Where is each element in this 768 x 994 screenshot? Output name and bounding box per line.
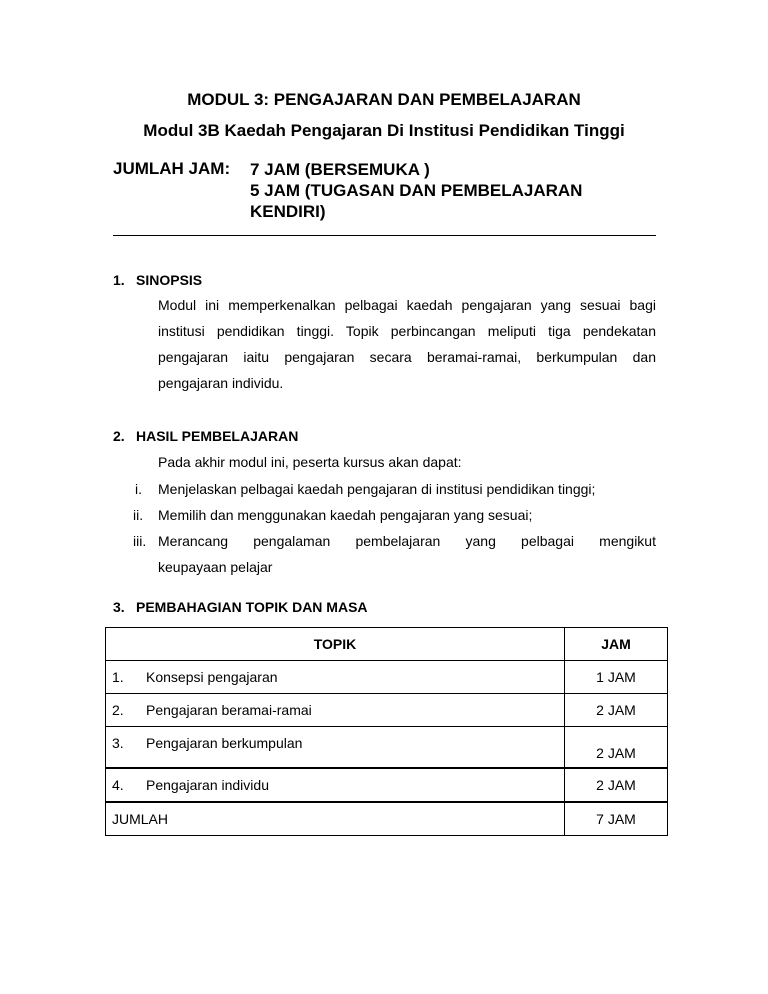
- section-number: 1.: [113, 272, 125, 288]
- section-title: SINOPSIS: [136, 272, 203, 288]
- table-row: [106, 727, 668, 769]
- list-text: Merancang pengalaman pembelajaran yang pelbagai mengikut: [158, 533, 656, 549]
- topik-table: [105, 627, 668, 836]
- topik-cell: [106, 694, 565, 727]
- table-row: [106, 694, 668, 727]
- list-text: Memilih dan menggunakan kaedah pengajaran yang sesuai;: [158, 507, 533, 523]
- list-text-continued: keupayaan pelajar: [158, 559, 273, 575]
- jumlah-jam-kendiri: 5 JAM (TUGASAN DAN PEMBELAJARAN KENDIRI): [250, 181, 583, 221]
- list-roman: i.: [135, 481, 142, 497]
- table-row: [106, 661, 668, 694]
- jumlah-jam-label: JUMLAH JAM:: [113, 159, 231, 178]
- header-divider: [113, 235, 656, 236]
- row-number: 3.: [112, 735, 124, 751]
- topik-name: Pengajaran individu: [146, 777, 269, 793]
- topik-cell: [106, 768, 565, 802]
- topik-cell: [106, 727, 565, 769]
- list-roman: iii.: [133, 533, 147, 549]
- topik-name: Konsepsi pengajaran: [146, 669, 278, 685]
- list-text: Menjelaskan pelbagai kaedah pengajaran di institusi pendidikan tinggi;: [158, 481, 596, 497]
- table-total-row: [106, 802, 668, 836]
- sinopsis-paragraph: Modul ini memperkenalkan pelbagai kaedah pengajaran yang sesuai bagi institusi pendidikan tinggi. Topik perbincangan meliputi tiga pendekatan pengajaran iaitu pengajaran secara beramai-ramai, berkumpulan dan pengajaran individu.: [158, 297, 656, 391]
- row-number: 4.: [112, 777, 124, 793]
- table-row: [106, 768, 668, 802]
- section-title: HASIL PEMBELAJARAN: [136, 428, 299, 444]
- table-header-row: [106, 628, 668, 661]
- jam-cell: 1 JAM: [565, 661, 668, 694]
- header-topik: TOPIK: [106, 628, 565, 661]
- topik-name: Pengajaran berkumpulan: [146, 735, 303, 751]
- jam-cell: 2 JAM: [565, 768, 668, 802]
- jam-cell: 2 JAM: [565, 727, 668, 769]
- jam-cell: 2 JAM: [565, 694, 668, 727]
- row-number: 2.: [112, 702, 124, 718]
- hasil-intro: Pada akhir modul ini, peserta kursus akan dapat:: [158, 454, 462, 470]
- jumlah-jam-values: [250, 159, 630, 222]
- list-roman: ii.: [133, 507, 144, 523]
- total-label: JUMLAH: [106, 802, 565, 836]
- section-hasil-heading: [113, 428, 298, 444]
- section-number: 2.: [113, 428, 125, 444]
- module-subtitle: Modul 3B Kaedah Pengajaran Di Institusi Pendidikan Tinggi: [143, 121, 625, 140]
- topik-name: Pengajaran beramai-ramai: [146, 702, 312, 718]
- section-number: 3.: [113, 599, 125, 615]
- row-number: 1.: [112, 669, 124, 685]
- header-jam: JAM: [565, 628, 668, 661]
- section-pembahagian-heading: [113, 599, 368, 615]
- section-title: PEMBAHAGIAN TOPIK DAN MASA: [136, 599, 368, 615]
- module-title: MODUL 3: PENGAJARAN DAN PEMBELAJARAN: [187, 90, 581, 109]
- topik-cell: [106, 661, 565, 694]
- section-sinopsis-heading: [113, 272, 202, 288]
- jumlah-jam-bersemuka: 7 JAM (BERSEMUKA ): [250, 160, 430, 179]
- total-jam: 7 JAM: [565, 802, 668, 836]
